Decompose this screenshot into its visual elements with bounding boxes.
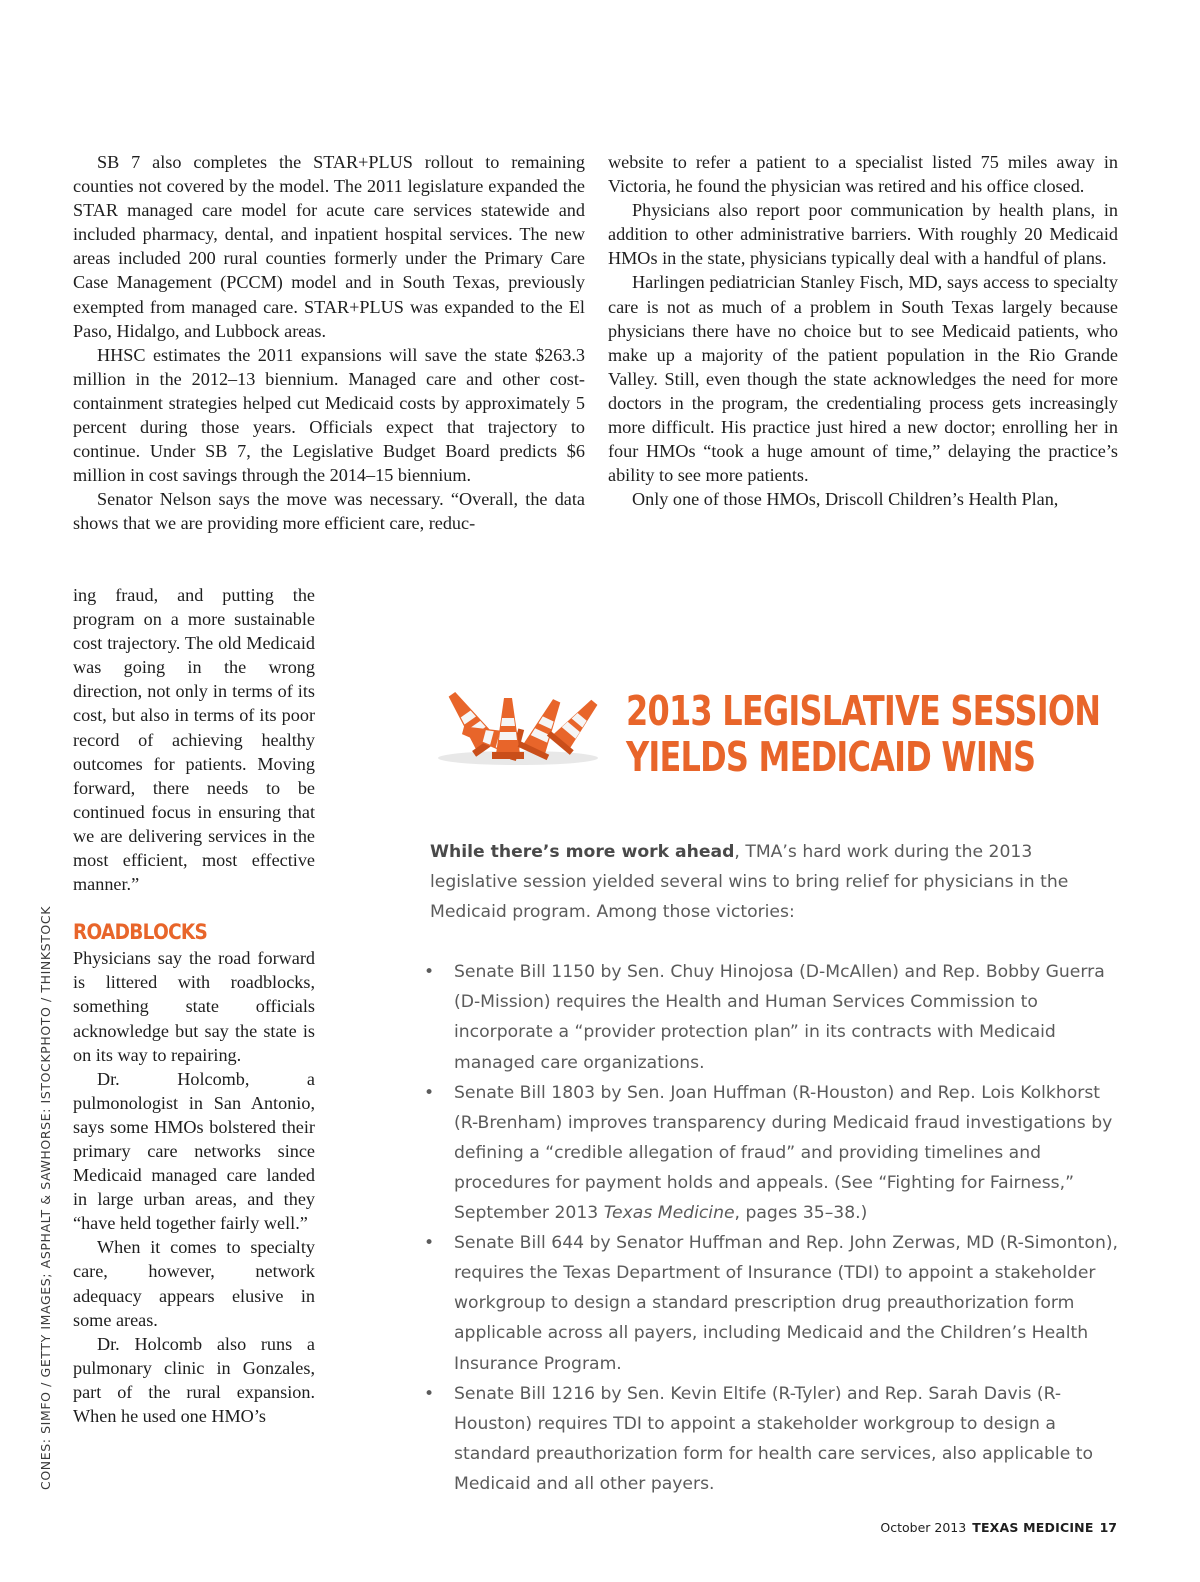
article-paragraph-quote: ing fraud, and putting the program on a more sustainable cost trajectory. The old Medicaid was going in the wrong direction, not only in terms of its cost, but also in terms of its poor record of achieving healthy outcomes for patients. Moving forward, there needs to be continued focus in ensuring that we are delivering services in the most efficient, most effective manner.” (73, 585, 315, 895)
sidebar-title-line-1: 2013 LEGISLATIVE SESSION (626, 687, 1101, 735)
article-column-right-top (608, 150, 1118, 511)
article-paragraph: HHSC estimates the 2011 expansions will save the state $263.3 million in the 2012–13 biennium. Managed care and other cost-containment strategies helped cut Medicaid costs by approximately 5 percent during those years. Officials expect that trajectory to continue. Under SB 7, the Legislative Budget Board predicts $6 million in cost savings through the 2014–15 biennium. (73, 344, 585, 486)
article-column-left-top (73, 150, 585, 536)
bill-citation-tail: , pages 35–38.) (734, 1203, 868, 1224)
sidebar-intro (430, 837, 1118, 927)
sidebar-intro-rest: , TMA’s hard work during the 2013 legislative session yielded several wins to bring relief for physicians in the Medicaid program. Among those victories: (430, 842, 1069, 923)
bill-text: Senate Bill 644 by Senator Huffman and Rep. John Zerwas, MD (R-Simonton), requires the Texas Department of Insurance (TDI) to appoint a stakeholder workgroup to design a standard prescription drug preauthorization form applicable across all payers, including Medicaid and the Children’s Health Insurance Program. (454, 1233, 1119, 1374)
article-paragraph: SB 7 also completes the STAR+PLUS rollout to remaining counties not covered by the model. The 2011 legislature expanded the STAR managed care model for acute care services statewide and included pharmacy, dental, and inpatient hospital services. The new areas included 200 rural counties formerly under the Primary Care Case Management (PCCM) model and in South Texas, previously exempted from managed care. STAR+PLUS was expanded to the El Paso, Hidalgo, and Lubbock areas. (73, 152, 585, 341)
bill-list-item (430, 1379, 1118, 1499)
section-heading-roadblocks: ROADBLOCKS (73, 920, 208, 945)
bill-text: Senate Bill 1803 by Sen. Joan Huffman (R-Houston) and Rep. Lois Kolkhorst (R-Brenham) improves transparency during Medicaid fraud investigations by defining a “credible allegation of fraud” and providing timelines and procedures for payment holds and appeals. (See “Fighting for Fairness,” September 2013 (454, 1082, 1113, 1224)
article-paragraph: Harlingen pediatrician Stanley Fisch, MD, says access to specialty care is not as much of a problem in South Texas largely because physicians there have no choice but to see Medicaid patients, who make up a majority of the patient population in the Rio Grande Valley. Still, even though the state acknowledges the need for more doctors in the program, the credentialing process gets increasingly more difficult. His practice just hired a new doctor; enrolling her in four HMOs “took a huge amount of time,” delaying the practice’s ability to see more patients. (608, 272, 1118, 486)
sidebar-title (626, 687, 1101, 781)
sidebar-intro-lead: While there’s more work ahead (430, 842, 735, 862)
article-paragraph: When it comes to specialty care, however, network adequacy appears elusive in some areas. (73, 1237, 315, 1330)
footer-date: October 2013 (880, 1520, 967, 1535)
bill-text: Senate Bill 1150 by Sen. Chuy Hinojosa (D-McAllen) and Rep. Bobby Guerra (D-Mission) requires the Health and Human Services Commission to incorporate a “provider protection plan” in its contracts with Medicaid managed care organizations. (454, 962, 1105, 1073)
article-paragraph: Only one of those HMOs, Driscoll Children’s Health Plan, (632, 489, 1059, 510)
page-footer (880, 1520, 1117, 1535)
photo-credit: CONES: SIMFO / GETTY IMAGES; ASPHALT & SAWHORSE: ISTOCKPHOTO / THINKSTOCK (38, 906, 53, 1490)
footer-magazine-name: TEXAS MEDICINE (972, 1520, 1094, 1535)
bill-list (430, 957, 1118, 1499)
bill-list-item (430, 1078, 1118, 1228)
traffic-cones-illustration (432, 668, 600, 768)
article-paragraph: website to refer a patient to a specialist listed 75 miles away in Victoria, he found the physician was retired and his office closed. (608, 152, 1118, 197)
sidebar-title-line-2: YIELDS MEDICAID WINS (626, 733, 1036, 781)
bill-text: Senate Bill 1216 by Sen. Kevin Eltife (R-Tyler) and Rep. Sarah Davis (R-Houston) requires TDI to appoint a stakeholder workgroup to design a standard preauthorization form for health care services, also applicable to Medicaid and all other payers. (454, 1383, 1093, 1494)
article-paragraph: Dr. Holcomb, a pulmonologist in San Antonio, says some HMOs bolstered their primary care networks since Medicaid managed care landed in large urban areas, and they “have held together fairly well.” (73, 1068, 315, 1234)
article-paragraph: Physicians also report poor communication by health plans, in addition to other administrative barriers. With roughly 20 Medicaid HMOs in the state, physicians typically deal with a handful of plans. (608, 200, 1118, 269)
page-number: 17 (1099, 1520, 1117, 1535)
bill-citation-italic: Texas Medicine (603, 1203, 735, 1224)
article-column-left-narrow (73, 583, 315, 1428)
article-paragraph: Dr. Holcomb also runs a pulmonary clinic in Gonzales, part of the rural expansion. When he used one HMO’s (73, 1333, 315, 1426)
sidebar-body (430, 837, 1118, 1499)
bill-list-item (430, 1228, 1118, 1378)
bill-list-item (430, 957, 1118, 1077)
article-paragraph: Physicians say the road forward is littered with roadblocks, something state officials acknowledge but say the state is on its way to repairing. (73, 948, 315, 1065)
article-paragraph: Senator Nelson says the move was necessary. “Overall, the data shows that we are providing more efficient care, reduc- (73, 489, 585, 534)
